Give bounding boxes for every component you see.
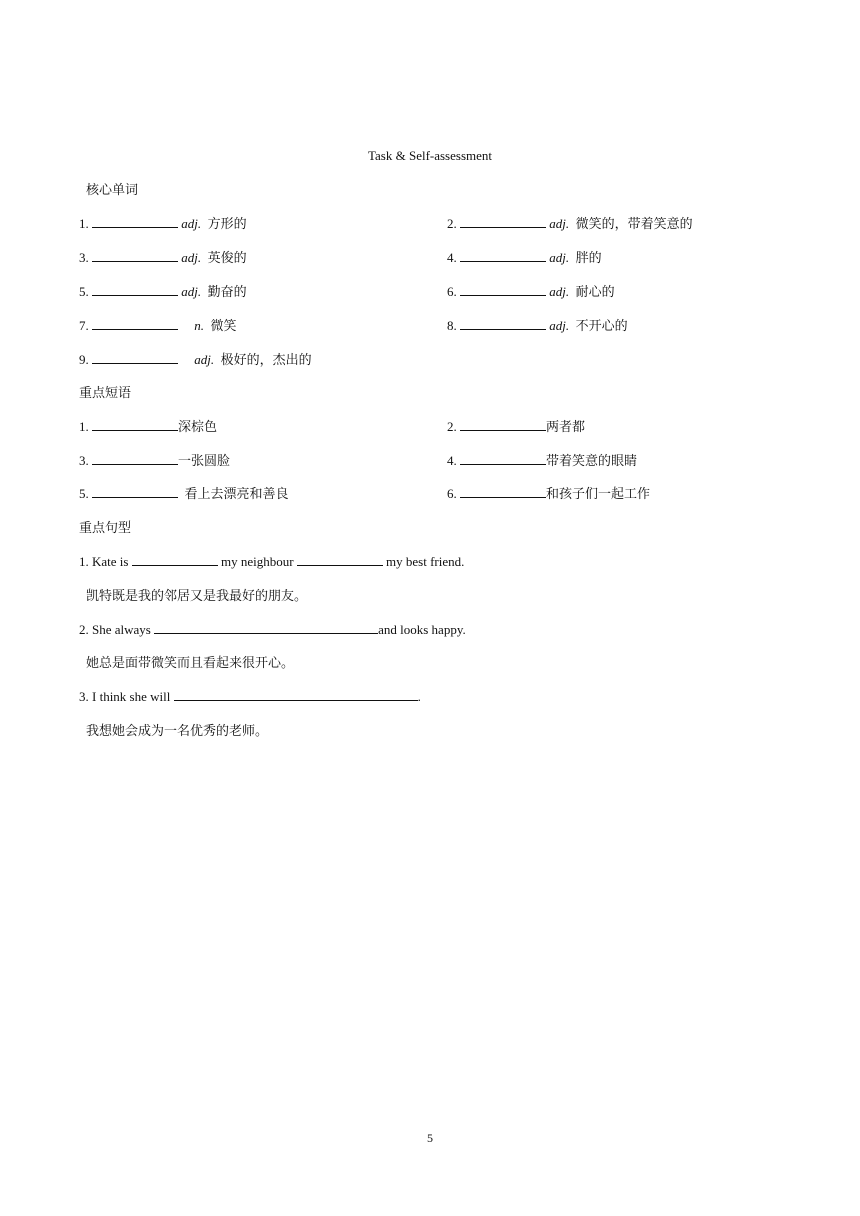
vocab-item-6: 6. adj. 耐心的 bbox=[447, 284, 615, 299]
phrase-item-2: 2. 两者都 bbox=[447, 419, 586, 434]
section-heading-sentences: 重点句型 bbox=[79, 520, 132, 535]
section-heading-phrases: 重点短语 bbox=[79, 385, 132, 400]
vocab-item-9: 9. adj. 极好的，杰出的 bbox=[79, 352, 312, 367]
vocab-item-1: 1. adj. 方形的 bbox=[79, 216, 247, 231]
sentence-3: 3. I think she will . bbox=[79, 689, 421, 704]
sentence-1: 1. Kate is my neighbour my best friend. bbox=[79, 554, 465, 569]
page-title: Task & Self-assessment bbox=[367, 148, 492, 163]
vocab-item-2: 2. adj. 微笑的，带着笑意的 bbox=[447, 216, 693, 231]
phrase-item-3: 3. 一张圆脸 bbox=[79, 453, 231, 468]
vocab-item-4: 4. adj. 胖的 bbox=[447, 250, 602, 265]
page-number: 5 bbox=[427, 1131, 433, 1145]
sentence-2-translation: 她总是面带微笑而且看起来很开心。 bbox=[86, 655, 295, 670]
vocab-item-5: 5. adj. 勤奋的 bbox=[79, 284, 247, 299]
phrase-item-4: 4. 带着笑意的眼睛 bbox=[447, 453, 638, 468]
phrase-item-1: 1. 深棕色 bbox=[79, 419, 218, 434]
sentence-3-translation: 我想她会成为一名优秀的老师。 bbox=[86, 723, 269, 738]
phrase-item-6: 6. 和孩子们一起工作 bbox=[447, 486, 651, 501]
vocab-item-3: 3. adj. 英俊的 bbox=[79, 250, 247, 265]
vocab-item-7: 7. n. 微笑 bbox=[79, 318, 237, 333]
sentence-2: 2. She always and looks happy. bbox=[79, 622, 466, 637]
sentence-1-translation: 凯特既是我的邻居又是我最好的朋友。 bbox=[86, 588, 308, 603]
vocab-item-8: 8. adj. 不开心的 bbox=[447, 318, 628, 333]
section-heading-vocab: 核心单词 bbox=[86, 182, 139, 197]
phrase-item-5: 5. 看上去漂亮和善良 bbox=[79, 486, 289, 501]
